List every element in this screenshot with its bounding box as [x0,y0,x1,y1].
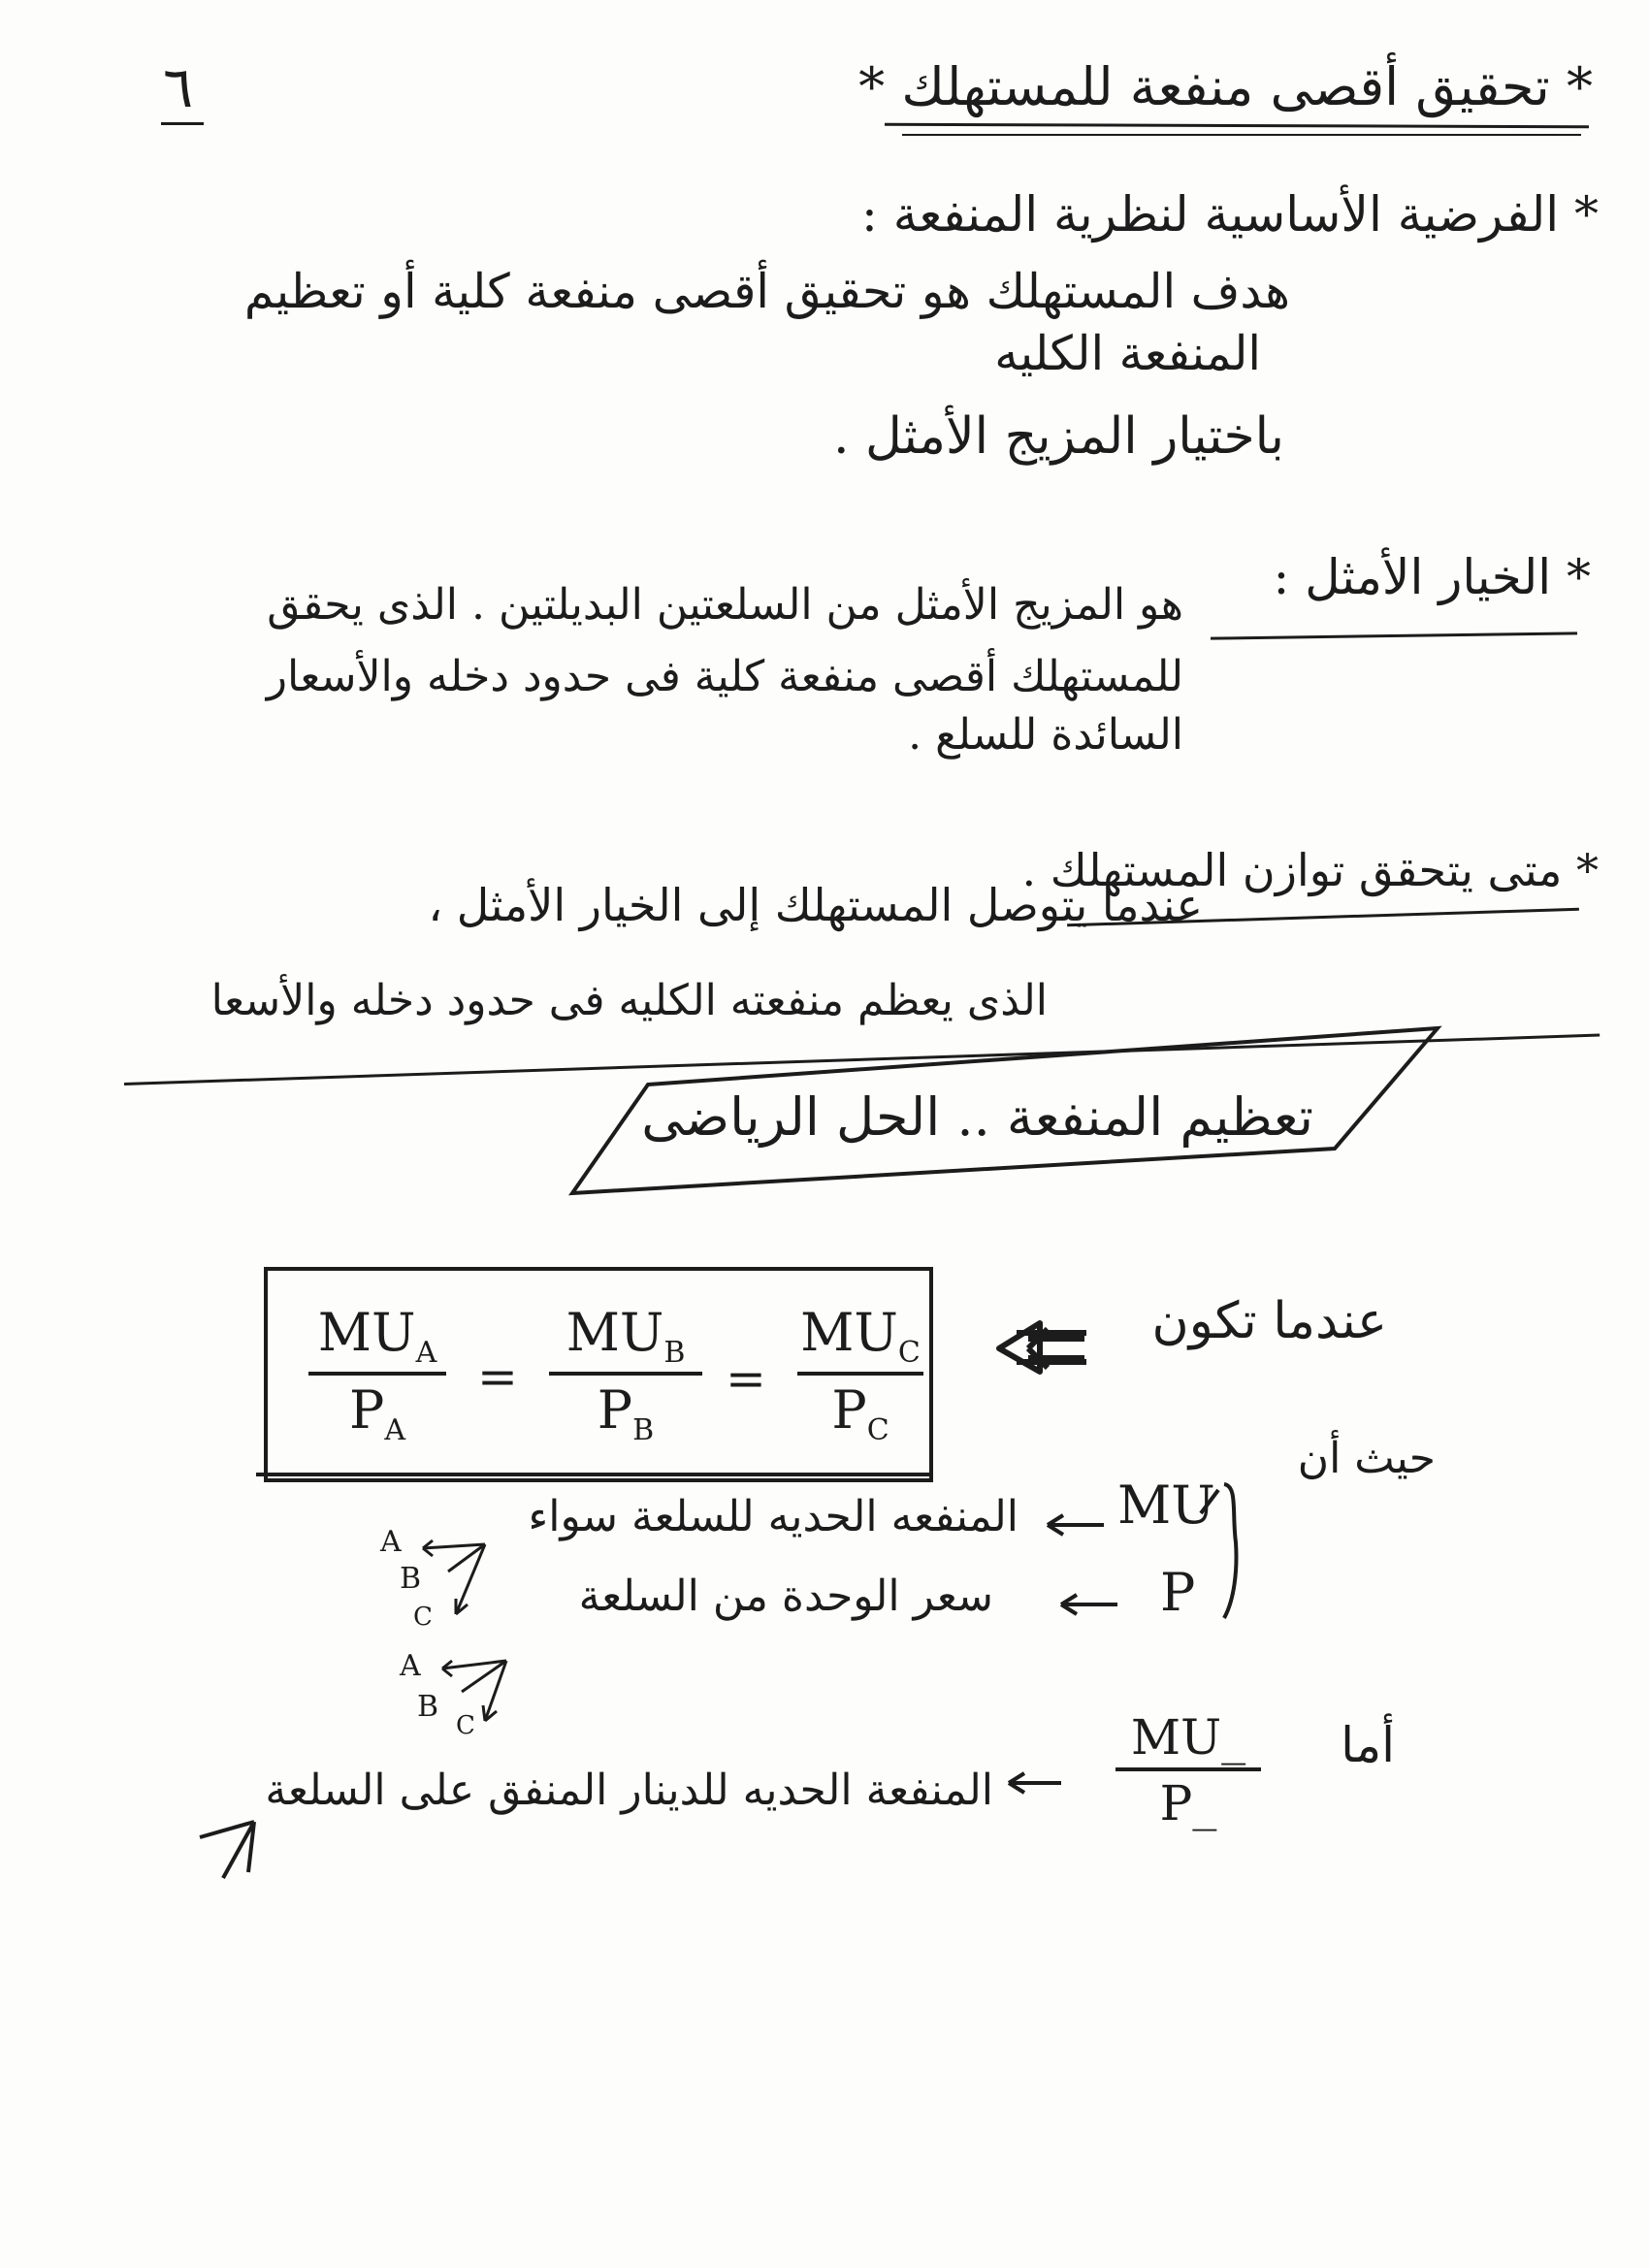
letter-a-1: A [380,1525,402,1559]
amma-label: أما [1341,1717,1395,1773]
term-a-den: P [348,1378,385,1441]
banner-title: تعظيم المنفعة .. الحل الرياضى [641,1086,1313,1148]
equals-1: = [477,1348,518,1405]
section3-heading: * متى يتحقق توازن المستهلك . [1021,844,1599,896]
term-b-num-sub: B [663,1335,686,1370]
amma-den: P_ [1159,1775,1217,1831]
section2-line1: هو المزيج الأمثل من السلعتين البديلتين . الذى يحقق [267,580,1183,630]
term-c-num-sub: C [897,1335,921,1370]
term-b-den: P [597,1378,633,1441]
def-mu-symbol: MU [1117,1474,1215,1536]
section1-line2: المنفعة الكليه [994,326,1261,381]
section1-line3: باختيار المزيج الأمثل . [832,407,1284,466]
amma-num: MU_ [1130,1709,1246,1766]
def-p-symbol: P [1160,1562,1196,1623]
section3-line2: الذى يعظم منفعته الكليه فى حدود دخله والأسعا [210,976,1048,1025]
equals-2: = [726,1350,766,1407]
formula-label: عندما تكون [1151,1292,1387,1350]
term-a-num-sub: A [415,1335,437,1370]
section1-line1: هدف المستهلك هو تحقيق أقصى منفعة كلية أو تعظيم [243,264,1290,319]
term-a-num: MU [317,1302,416,1363]
term-a-den-sub: A [384,1412,405,1447]
section2-line3: السائدة للسلع . [908,710,1183,760]
letter-c-1: C [413,1603,433,1632]
term-c-den: P [831,1378,867,1441]
term-b-den-sub: B [632,1412,655,1447]
letter-b-2: B [417,1690,439,1724]
amma-text: المنفعة الحديه للدينار المنفق على السلعة [265,1766,993,1815]
section1-heading: * الفرضية الأساسية لنظرية المنفعة : [861,186,1599,243]
def-mu-text: المنفعه الحديه للسلعة سواء [528,1492,1018,1541]
letter-c-2: C [456,1711,475,1740]
section3-line1: عندما يتوصل المستهلك إلى الخيار الأمثل ، [428,879,1203,931]
term-b-num: MU [566,1302,664,1363]
page-title: * تحقيق أقصى منفعة للمستهلك * [858,56,1593,117]
term-c-den-sub: C [866,1412,889,1447]
page-number: ٦ [163,54,194,120]
letter-a-2: A [400,1649,421,1683]
section2-line2: للمستهلك أقصى منفعة كلية فى حدود دخله والأسعار [266,652,1183,701]
def-p-text: سعر الوحدة من السلعة [578,1571,993,1621]
letter-b-1: B [400,1562,422,1596]
section2-heading: * الخيار الأمثل : [1273,549,1591,605]
term-c-num: MU [800,1302,898,1363]
where-label: حيث أن [1297,1434,1436,1483]
